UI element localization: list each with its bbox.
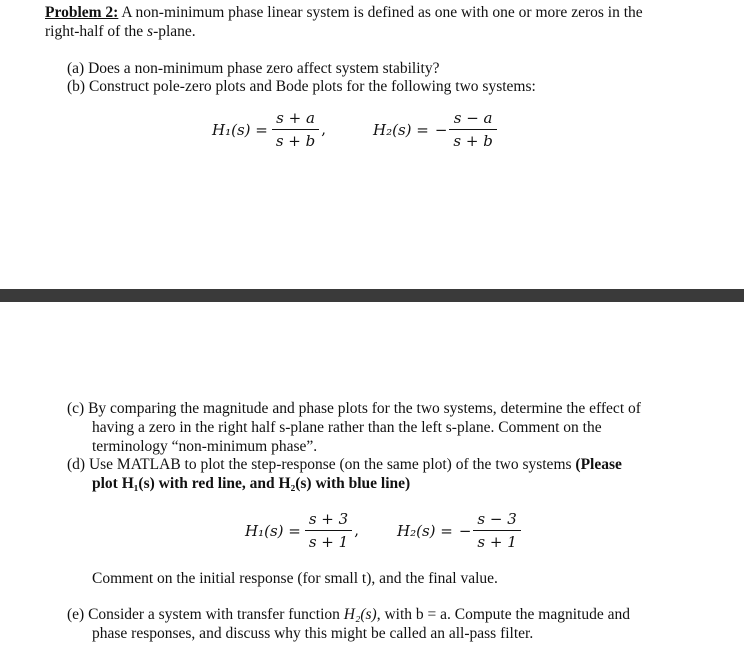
problem-intro-line2: right-half of the s-plane. [45, 23, 196, 40]
equation-h1-numeric [245, 510, 359, 551]
problem-heading [45, 4, 643, 22]
page-separator-bar [0, 289, 744, 302]
part-e-line1: (e) Consider a system with transfer function H₂(s), with b = a. Compute the magnitude and [67, 606, 630, 623]
h2n-minus-sign: − [458, 521, 472, 540]
h2-numerator: s − a [449, 109, 496, 130]
h1n-denominator: s + 1 [308, 533, 349, 551]
h2n-fraction [473, 510, 520, 551]
h1-fraction [272, 109, 319, 150]
h2n-denominator: s + 1 [477, 533, 517, 551]
h2n-lhs: H₂(s) = [397, 521, 453, 540]
h2-minus-sign: − [434, 120, 448, 139]
h2-lhs: H₂(s) = [373, 120, 429, 139]
part-d-line1: (d) Use MATLAB to plot the step-response (on the same plot) of the two systems (Please [67, 456, 622, 473]
h2-denominator: s + b [453, 132, 493, 150]
h1n-lhs: H₁(s) = [245, 521, 301, 540]
h1-denominator: s + b [275, 132, 316, 150]
h1-lhs: H₁(s) = [212, 120, 268, 139]
h2-fraction [449, 109, 496, 150]
h2n-numerator: s − 3 [473, 510, 520, 531]
part-e-line2: phase responses, and discuss why this might be called an all-pass filter. [92, 625, 534, 642]
problem-label: Problem 2: [45, 4, 119, 21]
part-d-line2: plot H₁(s) with red line, and H₂(s) with blue line) [92, 475, 411, 492]
part-a: (a) Does a non-minimum phase zero affect system stability? [67, 60, 440, 77]
part-b: (b) Construct pole-zero plots and Bode plots for the following two systems: [67, 78, 536, 95]
part-c-line1: (c) By comparing the magnitude and phase plots for the two systems, determine the effect of [67, 400, 641, 417]
part-c-line2: having a zero in the right half s-plane rather than the left s-plane. Comment on the [92, 419, 602, 436]
h1-numerator: s + a [272, 109, 319, 130]
equation-h2-general [373, 109, 499, 150]
h1n-numerator: s + 3 [305, 510, 352, 531]
part-c-line3: terminology “non-minimum phase”. [92, 438, 318, 455]
h1n-comma: , [354, 520, 359, 539]
comment-line: Comment on the initial response (for small t), and the final value. [92, 570, 498, 587]
equation-h1-general [212, 109, 326, 150]
h1n-fraction [305, 510, 352, 551]
problem-intro-line1: A non-minimum phase linear system is defined as one with one or more zeros in the [118, 4, 643, 21]
equation-h2-numeric [397, 510, 523, 551]
h1-comma: , [321, 119, 327, 138]
